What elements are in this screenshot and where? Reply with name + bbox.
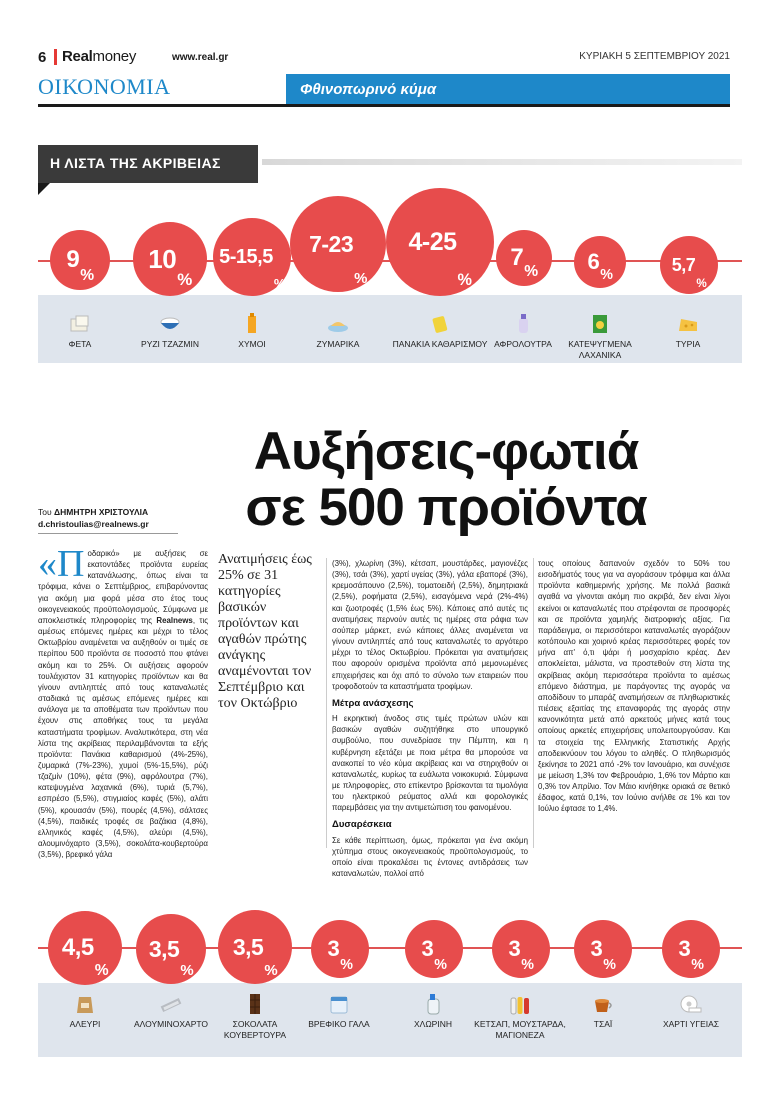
headline-line-2: σε 500 προϊόντα [245, 478, 647, 537]
article-column-4 [538, 558, 730, 815]
product-pasta: ΖΥΜΑΡΙΚΑ [283, 313, 393, 350]
header-rule [38, 104, 730, 107]
section-title: Φθινοπωρινό κύμα [300, 81, 437, 98]
bleach-bottle-icon [421, 993, 445, 1015]
masthead [38, 46, 730, 68]
toilet-paper-icon [679, 993, 703, 1015]
col3-paragraph-2: Η εκρηκτική άνοδος στις τιμές πρώτων υλών και βασικών αγαθών συζητήθηκε στο υπουργικό συμβούλιο, που συνεδρίασε την Πέμπτη, και η κυβέρνηση εξετάζει με ποια μέτρα θα μπορούσε να ανακοπεί το νέο κύμα ακρίβειας και να στηριχθούν οι καταναλωτές, κυρίως τα ευάλωτα νοικοκυριά. Σύμφωνα με πληροφορίες, στο επίκεντρο βρίσκονται τα τιμολόγια του ηλεκτρικού ρεύματος αλλά και φορολογικές παρεμβάσεις για την αντιμετώπιση του φαινομένου. [332, 714, 528, 813]
shower-gel-icon [511, 313, 535, 335]
top-circle-jasmine-rice: 10 % [133, 222, 207, 296]
page-number: 6 [38, 49, 47, 66]
bottom-circle-flour: 4,5 % [48, 911, 122, 985]
product-feta: ΦΕΤΑ [25, 313, 135, 350]
brand-logo [62, 48, 136, 65]
subheading-measures: Μέτρα ανάσχεσης [332, 697, 414, 709]
byline-rule [38, 533, 178, 534]
author-name: ΔΗΜΗΤΡΗ ΧΡΙΣΤΟΥΛΙΑ [54, 507, 149, 517]
headline-line-1: Αυξήσεις-φωτιά [253, 422, 639, 481]
headline [196, 424, 696, 536]
article-column-3 [332, 558, 528, 879]
brand-money: money [92, 48, 137, 65]
product-chocolate: ΣΟΚΟΛΑΤΑ ΚΟΥΒΕΡΤΟΥΡΑ [200, 993, 310, 1041]
banner-divider [262, 159, 742, 165]
byline [38, 506, 149, 530]
top-circle-feta: 9 % [50, 230, 110, 290]
column-divider [533, 558, 534, 848]
aluminium-foil-icon [159, 993, 183, 1015]
product-baby-milk: ΒΡΕΦΙΚΟ ΓΑΛΑ [284, 993, 394, 1030]
brand-real: Real [62, 48, 93, 65]
brand-divider [54, 49, 57, 65]
price-list-banner [38, 145, 258, 183]
rice-bowl-icon [158, 313, 182, 335]
flour-sack-icon [73, 993, 97, 1015]
website-url: www.real.gr [172, 52, 229, 63]
col1-text-a: οδαρικό» με αυξήσεις σε εκατοντάδες προϊόντα ευρείας κατανάλωσης, όπως είναι τα τρόφιμα, κάνει ο Σεπτέμβριος, επιβαρύνοντας για ακόμη μια φορά μέσα στο έτος τους οικογενειακούς προϋπολογισμούς. Σύμφωνα με αποκλειστικές πληροφορίες της [38, 549, 208, 625]
product-frozen-veg: ΚΑΤΕΨΥΓΜΕΝΑ ΛΑΧΑΝΙΚΑ [545, 313, 655, 361]
pasta-icon [326, 313, 350, 335]
col1-text-b: , τις αμέσως επόμενες ημέρες και μέχρι το τέλος Οκτωβρίου αναμένεται να αυξηθούν οι τιμές σε περίπου 500 προϊόντα σε ποσοστό που φτάνει ακόμη και το 25%. Οι αυξήσεις αφορούν τουλάχιστον 31 κατηγορίες προϊόντων και θα γίνουν αντιληπτές από τους καταναλωτές σταδιακά τις αμέσως επόμενες ημέρες και ανάλογα με τα αποθέματα των προϊόντων που έχουν στις αποθήκες τους τα μεγάλα καταστήματα τροφίμων. Αναλυτικότερα, στη νέα λίστα της ακρίβειας περιλαμβάνονται τα εξής προϊόντα: Πανάκια καθαρισμού (4%-25%), ζυμαρικά (7%-23%), χυμοί (5%-15,5%), ρύζι τζαζμίν (10%), φέτα (9%), αφρόλουτρα (7%), κατεψυγμένα λαχανικά (6%), τυριά (5,7%), εσπρέσο (5,5%), στιγμιαίος καφές (5%), αλάτι (5%), κρουασάν (5%), πουρές (4,5%), σάλτσες (4,5%), παιδικές τροφές σε βαζάκια (4,8%), ελληνικός καφές (4,5%), αλεύρι (4,5%), αλουμινόχαρτο (3,5%), σοκολάτα-κουβερτούρα (3,5%), βρεφικό γάλα [38, 615, 209, 860]
bottom-circle-foil: 3,5 % [136, 914, 206, 984]
bottom-circle-baby-milk: 3 % [311, 920, 369, 978]
cheese-icon [676, 313, 700, 335]
product-condiments: ΚΕΤΣΑΠ, ΜΟΥΣΤΑΡΔΑ, ΜΑΓΙΟΝΕΖΑ [465, 993, 575, 1041]
price-list-banner-text: Η ΛΙΣΤΑ ΤΗΣ ΑΚΡΙΒΕΙΑΣ [50, 155, 221, 171]
product-jasmine-rice: ΡΥΖΙ ΤΖΑΖΜΙΝ [115, 313, 225, 350]
product-bleach: ΧΛΩΡΙΝΗ [378, 993, 488, 1030]
product-foil: ΑΛΟΥΜΙΝΟΧΑΡΤΟ [116, 993, 226, 1030]
bottom-circle-condiments: 3 % [492, 920, 550, 978]
top-circle-frozen-veg: 6 % [574, 236, 626, 288]
col3-paragraph-3: Σε κάθε περίπτωση, όμως, πρόκειται για ένα ακόμη χτύπημα στους οικογενειακούς προϋπολογισμούς, το οποίο είναι προκαλέσει τις έντονες αντιδράσεις των καταναλωτών, πολλοί από [332, 835, 528, 879]
cleaning-cloth-icon [428, 313, 452, 335]
chocolate-bar-icon [243, 993, 267, 1015]
bottom-circle-tea: 3 % [574, 920, 632, 978]
column-divider [326, 558, 327, 848]
juice-icon [240, 313, 264, 335]
top-circle-pasta: 7-23 % [290, 196, 386, 292]
product-tea: ΤΣΑΪ [548, 993, 658, 1030]
subheading-discontent: Δυσαρέσκεια [332, 819, 392, 831]
product-toilet-paper: ΧΑΡΤΙ ΥΓΕΙΑΣ [636, 993, 746, 1030]
top-circle-shower-gel: 7 % [496, 230, 552, 286]
tea-cup-icon [591, 993, 615, 1015]
product-shower-gel: ΑΦΡΟΛΟΥΤΡΑ [468, 313, 578, 350]
bottom-circle-bleach: 3 % [405, 920, 463, 978]
col1-brand: Realnews [156, 615, 193, 625]
author-email: d.christoulias@realnews.gr [38, 519, 149, 529]
col3-paragraph-1: (3%), χλωρίνη (3%), κέτσαπ, μουστάρδες, μαγιονέζες (3%), τσάι (3%), χαρτί υγείας (3%), γάλα εβαπορέ (3%), κρεμοσάπουνο (2,5%), τοματοειδή (2,5%), δημητριακά (2,5%), ροφήματα (2,5%), εισαγόμενα νερά (2%-4%) και ζωοτροφές (1,5% έως 5%). Κάποιες από αυτές τις ανατιμήσεις περνούν αυτές τις ημέρες στα ράφια των σούπερ μάρκετ, ενώ κάποιες άλλες αναμένεται να γίνουν αντιληπτές από τους καταναλωτές το αργότερο μέχρι το τέλος Οκτωβρίου. Πρόκειται για ανατιμήσεις που αφορούν ορισμένα προϊόντα από μεμονωμένες επιχειρήσεις και όχι από το σύνολο των εταιρειών που τροφοδοτούν τα καταστήματα τροφίμων. [332, 559, 528, 691]
byline-prefix: Του [38, 507, 54, 517]
condiments-icon [508, 993, 532, 1015]
product-flour: ΑΛΕΥΡΙ [30, 993, 140, 1030]
section-title-bar [286, 74, 730, 104]
product-cheeses: ΤΥΡΙΑ [633, 313, 743, 350]
article-column-1 [38, 543, 209, 860]
product-juices: ΧΥΜΟΙ [197, 313, 307, 350]
pull-quote: Ανατιμήσεις έως 25% σε 31 κατηγορίες βασικών προϊόντων και αγαθών πρώτης ανάγκης αναμένονται τον Σεπτέμβριο και τον Οκτώβριο [218, 552, 312, 711]
top-circle-cleaning-cloths: 4-25 % [386, 188, 494, 296]
drop-cap: «Π [38, 543, 85, 585]
section-label: ΟΙΚΟΝΟΜΙΑ [38, 74, 171, 99]
col4-paragraph-1: τους οποίους δαπανούν σχεδόν το 50% του εισοδήματός τους για να αγοράσουν τρόφιμα και άλλα προϊόντα καθημερινής χρήσης. Με πολλά βασικά αγαθά να γίνονται ακόμη πιο ακριβά, δεν είναι λίγοι εκείνοι οι καταναλωτές που στρέφονται σε προσφορές και σε προϊόντα χαμηλής διατροφικής αξίας. Για παράδειγμα, οι περισσότεροι καταναλωτές αγοράζουν κοτόπουλο και χοιρινό κρέας περισσότερες φορές τον μήνα απ' ό,τι ψάρι ή μοσχαρίσιο κρέας. Δεν αποκλείεται, μάλιστα, να προστεθούν στη λίστα της ακρίβειας ακόμη περισσότερα προϊόντα το αμέσως επόμενο διάστημα, με παράγοντες της αγοράς να αποδίδουν το μπαράζ ανατιμήσεων σε πληθωριστικές πιέσεις εξαιτίας της επαναφοράς της αγοράς στην κανονικότητα μετά από αρκετούς μήνες κατά τους οποίους αρκετές επιχειρήσεις υπολειτουργούσαν. Και τα στοιχεία της Ελληνικής Στατιστικής Αρχής αποδεικνύουν του λόγου το αληθές. Ο πληθωρισμός ξεκίνησε το 2021 από -2% τον Ιανουάριο, και συνέχισε με μείωση 1,3% τον Φεβρουάριο, 1,6% τον Μάρτιο και 0,3% τον Απρίλιο. Τον Μάιο κινήθηκε οριακά σε θετικό έδαφος, κατά 0,1%, τον Ιούνιο ανήλθε σε 1% και τον Ιούλιο έφτασε το 1,4%. [538, 559, 730, 814]
bottom-circle-chocolate: 3,5 % [218, 910, 292, 984]
top-circle-juices: 5-15,5 % [213, 218, 291, 296]
frozen-vegetables-icon [588, 313, 612, 335]
issue-date: ΚΥΡΙΑΚΗ 5 ΣΕΠΤΕΜΒΡΙΟΥ 2021 [579, 51, 730, 62]
bottom-circle-toilet-paper: 3 % [662, 920, 720, 978]
baby-milk-icon [327, 993, 351, 1015]
product-cleaning-cloths: ΠΑΝΑΚΙΑ ΚΑΘΑΡΙΣΜΟΥ [385, 313, 495, 350]
top-circle-cheeses: 5,7 % [660, 236, 718, 294]
feta-cheese-icon [68, 313, 92, 335]
